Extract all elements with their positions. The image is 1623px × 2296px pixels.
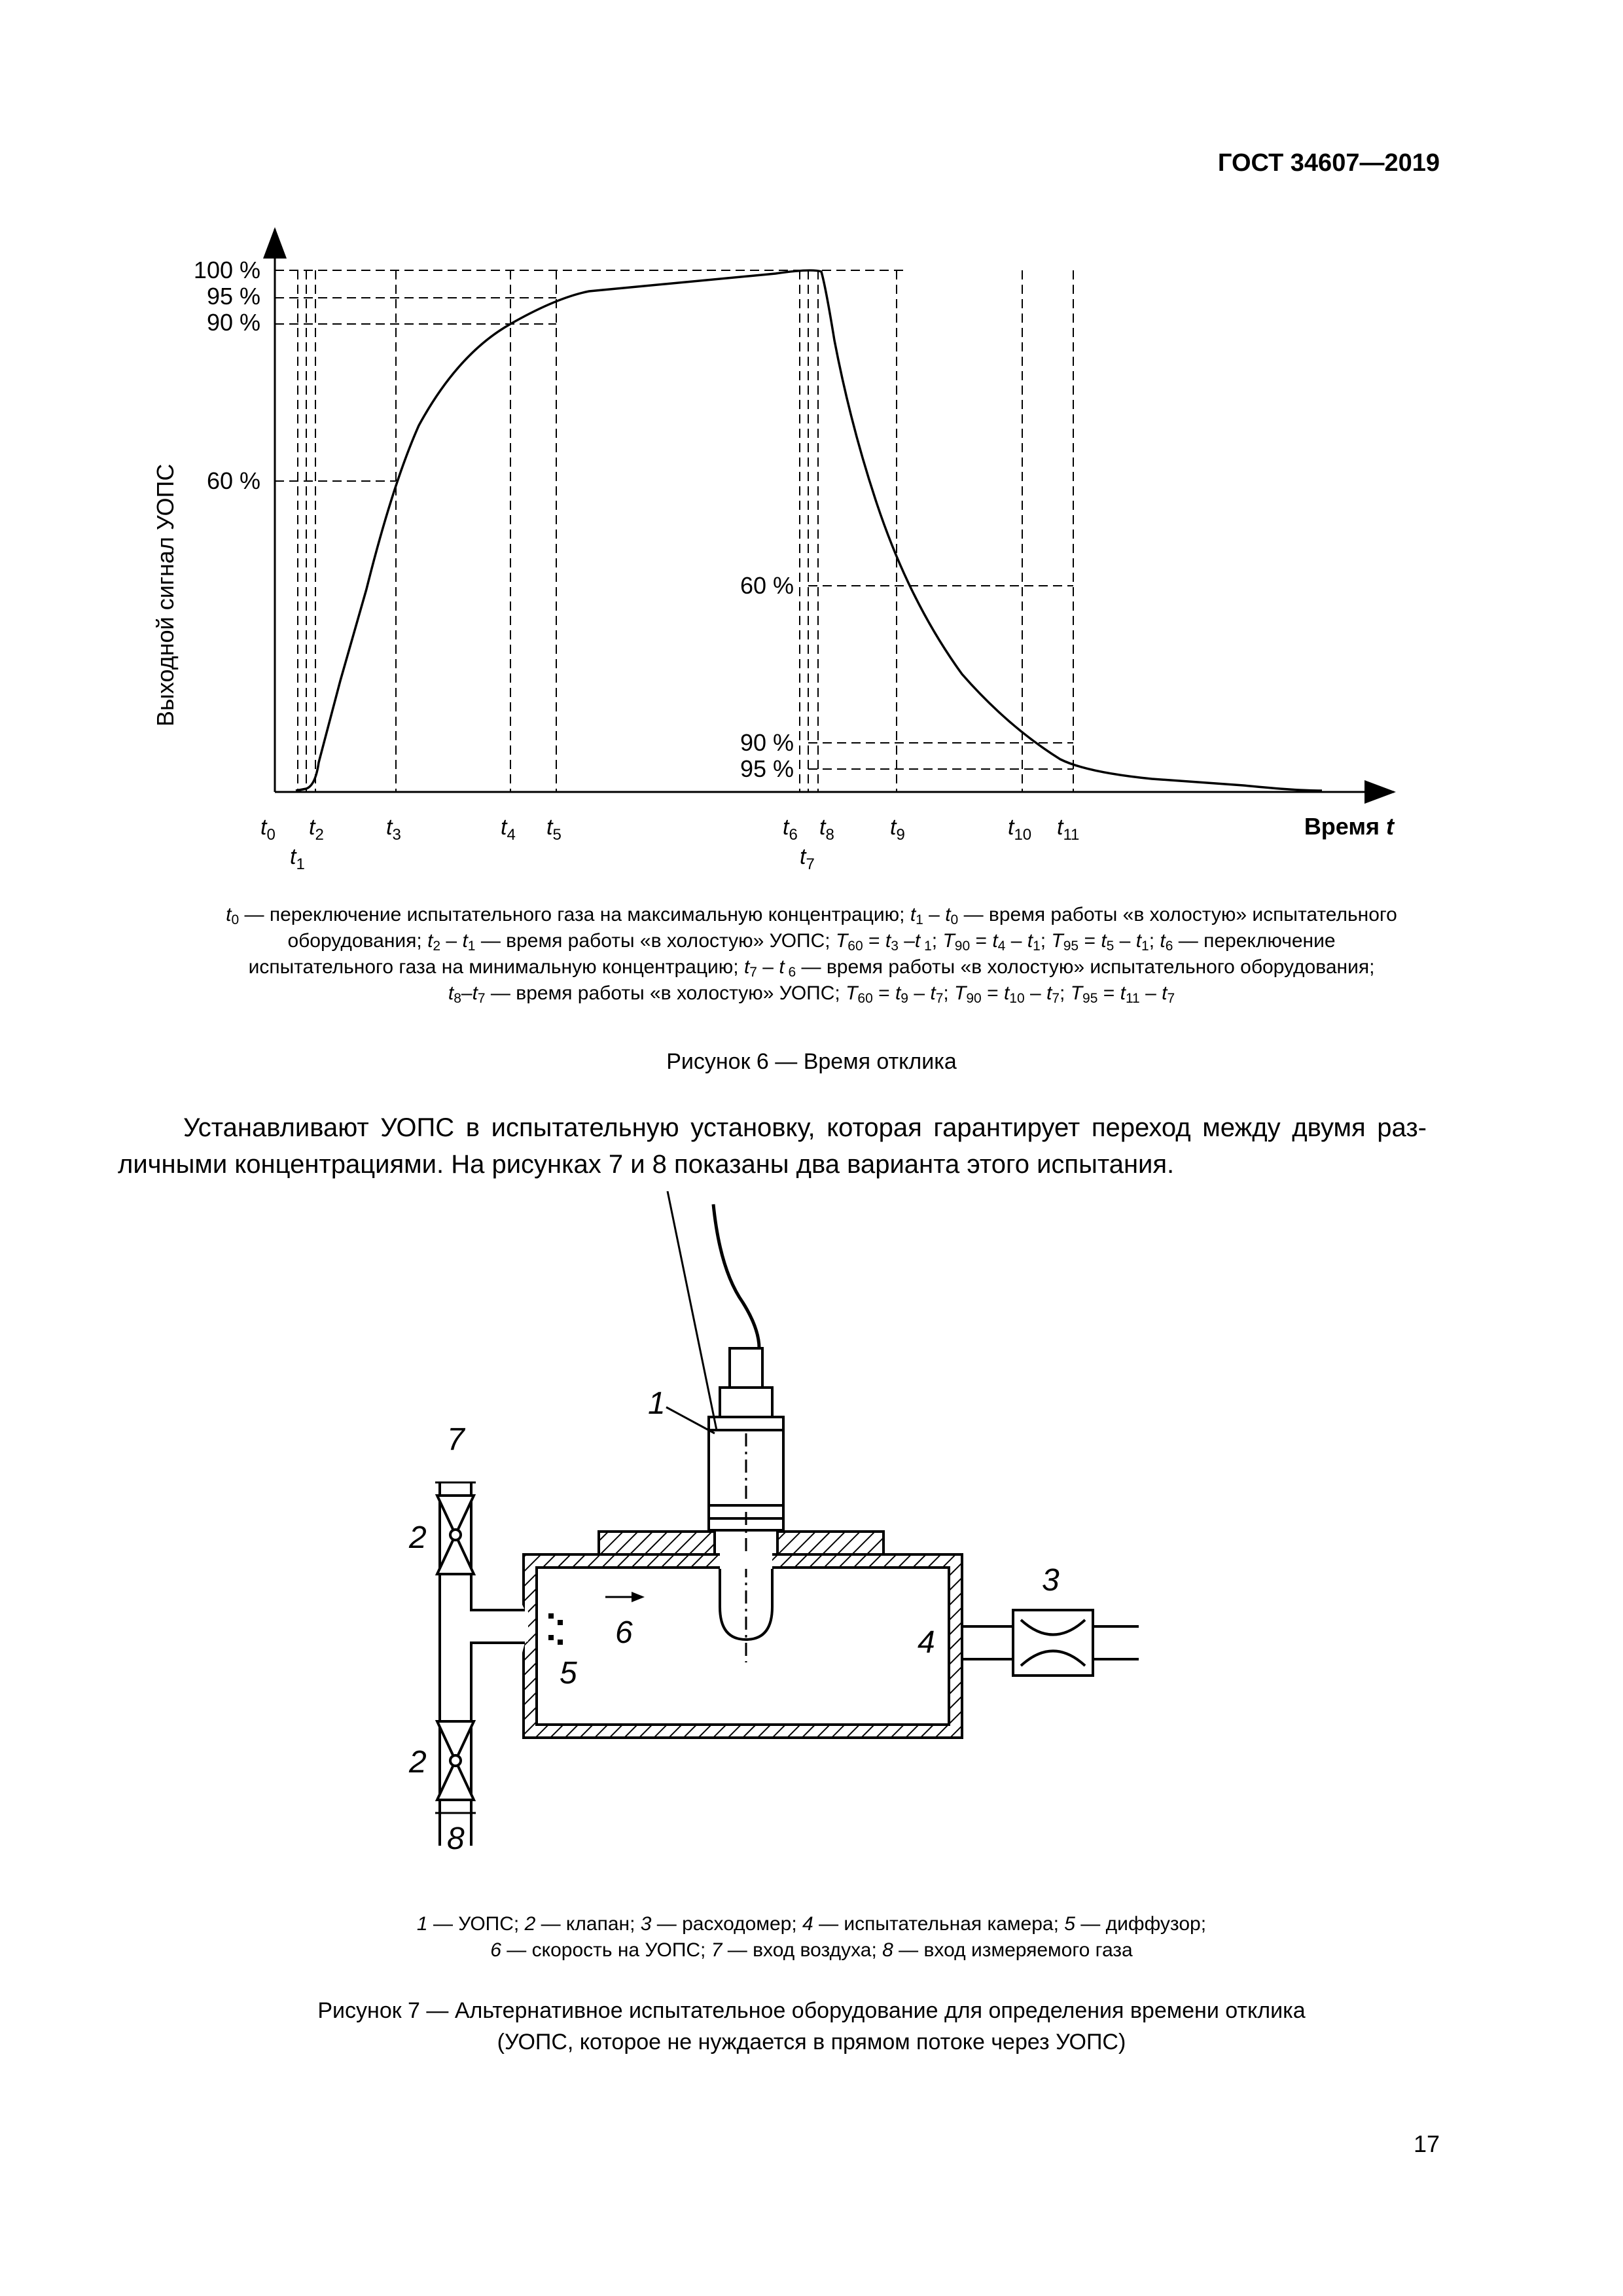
t10-label: $t_{10}$: [1008, 815, 1032, 844]
test-setup-diagram: [0, 1191, 1623, 1898]
rise-level-95: 95 %: [206, 283, 260, 310]
valve-top: [437, 1496, 474, 1574]
chamber-lid: [599, 1532, 715, 1554]
t6-label: $t_6$: [783, 815, 798, 844]
chamber-lid-right: [777, 1532, 883, 1554]
figure7-caption-line-1: Рисунок 7 — Альтернативное испытательное оборудование для определения времени отклика: [317, 1998, 1306, 2023]
test-chamber: [524, 1554, 962, 1738]
t5-label: $t_5$: [546, 815, 562, 844]
diffuser-dots: [548, 1613, 563, 1645]
t1-label: $t_1$: [290, 844, 305, 873]
outlet-pipe: [961, 1626, 1139, 1659]
label-8: 8: [447, 1821, 465, 1856]
t2-label: $t_2$: [309, 815, 324, 844]
page-number: 17: [1413, 2130, 1440, 2157]
figure7-legend-line-2: 6 — скорость на УОПС; 7 — вход воздуха; 8 — вход измеряемого газа: [490, 1939, 1133, 1961]
paragraph-line-1: Устанавливают УОПС в испытательную установку, которая гарантирует переход между двумя раз-: [183, 1113, 1427, 1142]
body-paragraph: [118, 1109, 1427, 1183]
t3-label: $t_3$: [386, 815, 401, 844]
label-3: 3: [1042, 1563, 1060, 1598]
rise-level-60: 60 %: [206, 467, 260, 494]
x-axis-label: Время t: [1304, 813, 1394, 840]
label-7: 7: [447, 1422, 465, 1457]
figure7-caption-line-2: (УОПС, которое не нуждается в прямом потоке через УОПС): [497, 2030, 1126, 2054]
t4-label: $t_4$: [501, 815, 516, 844]
standard-number: ГОСТ 34607—2019: [1217, 149, 1440, 177]
t0-label: $t_0$: [260, 815, 276, 844]
sensor: [709, 1348, 783, 1662]
flow-arrow: [605, 1592, 645, 1602]
valve-bottom: [437, 1721, 474, 1800]
rise-level-100: 100 %: [193, 257, 260, 283]
figure6-legend: $t_0$ — переключение испытательного газа на максимальную концентрацию; $t_1 - t_0$ — время работы «в холостую» испытательного оборудования; $t_2 - t_1$ — время работы «в холостую» УОПС; $T_{60} = t_3$ –t $_1$; $T_{90} = t_4 - t_1$; $T_{95} = t_5 - t_1$; $t_6$ — переключение испытательного газа на минимальную концентрацию; $t_7$ – t $_6$ — время работы «в холостую» испытательного оборудования; $t_8-t_7$ — время работы «в холостую» УОПС; $T_{60} = t_9 - t_7$; $T_{90} = t_{10} - t_7$; $T_{95} = t_{11} - t_7$: [226, 904, 1397, 1006]
label-2-bottom: 2: [409, 1745, 427, 1780]
label-5: 5: [560, 1656, 577, 1691]
t8-label: $t_8$: [819, 815, 834, 844]
t9-label: $t_9$: [890, 815, 905, 844]
fall-level-60: 60 %: [740, 572, 794, 599]
paragraph-line-2: личными концентрациями. На рисунках 7 и 8 показаны два варианта этого испытания.: [118, 1150, 1175, 1179]
label-6: 6: [615, 1615, 633, 1650]
fall-level-90: 90 %: [740, 729, 794, 756]
figure7-caption: [98, 1995, 1525, 2058]
figure7-legend-line-1: 1 — УОПС; 2 — клапан; 3 — расходомер; 4 — испытательная камера; 5 — диффузор;: [416, 1913, 1207, 1935]
y-axis-label: Выходной сигнал УОПС: [152, 463, 179, 726]
rise-level-90: 90 %: [206, 309, 260, 336]
figure7-legend: [98, 1911, 1525, 1964]
label-1: 1: [648, 1386, 666, 1421]
flowmeter: [1013, 1610, 1093, 1676]
label-4: 4: [918, 1625, 935, 1660]
label-1-leader: [668, 1191, 717, 1430]
t11-label: $t_{11}$: [1057, 815, 1080, 844]
fall-level-95: 95 %: [740, 755, 794, 782]
sensor-cable: [713, 1204, 759, 1348]
label-2-top: 2: [409, 1520, 427, 1555]
t7-label: $t_7$: [800, 844, 815, 873]
figure6-caption: Рисунок 6 — Время отклика: [666, 1049, 957, 1074]
